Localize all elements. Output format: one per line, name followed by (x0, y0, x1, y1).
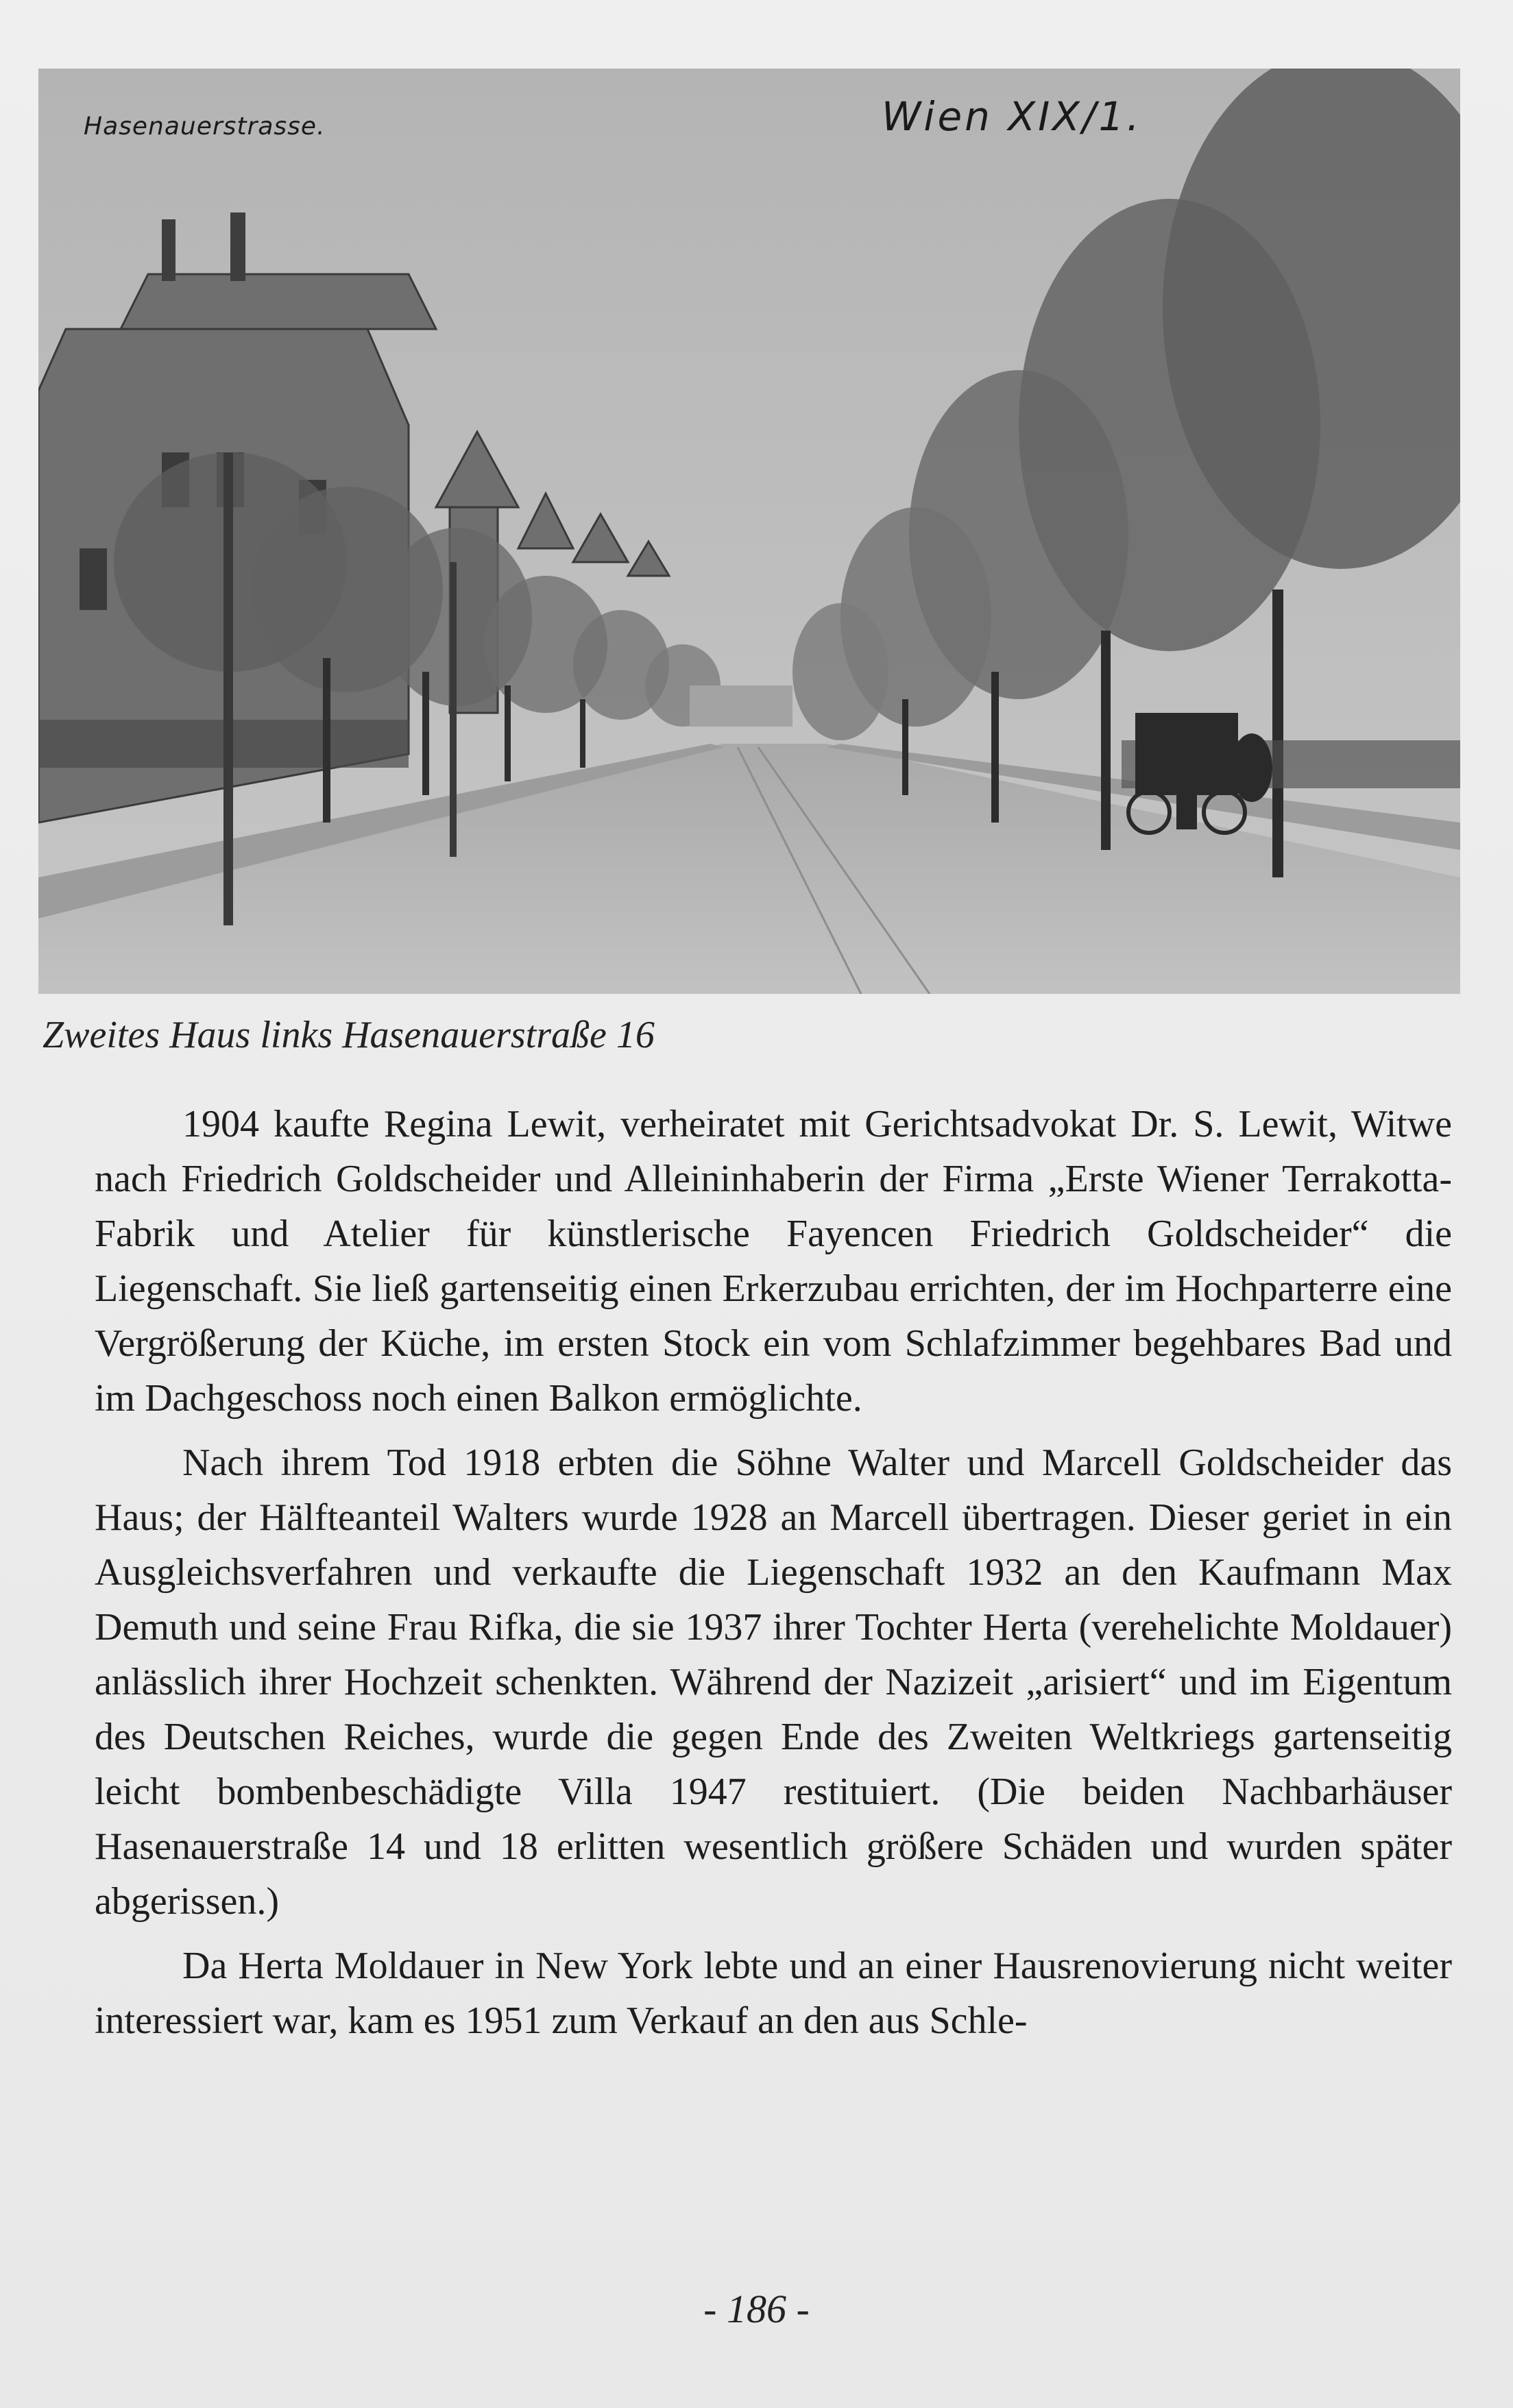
body-text (95, 1097, 1452, 2058)
page-number: - 186 - (703, 2287, 810, 2331)
paragraph: 1904 kaufte Regina Lewit, verheiratet mit Gerichtsadvokat Dr. S. Lewit, Witwe nach Friedrich Goldscheider und Alleininhaberin der Firma „Erste Wiener Terrakotta-Fabrik und Atelier für künstlerische Fayencen Friedrich Goldscheider“ die Liegenschaft. Sie ließ gartenseitig einen Erkerzubau errichten, der im Hochparterre eine Vergrößerung der Küche, im ersten Stock ein vom Schlafzimmer begehbares Bad und im Dachgeschoss noch einen Balkon ermöglichte. (95, 1103, 1452, 1420)
paragraph: Nach ihrem Tod 1918 erbten die Söhne Walter und Marcell Goldscheider das Haus; der Hälfteanteil Walters wurde 1928 an Marcell übertragen. Dieser geriet in ein Ausgleichsverfahren und verkaufte die Liegenschaft 1932 an den Kaufmann Max Demuth und seine Frau Rifka, die sie 1937 ihrer Tochter Herta (verehelichte Moldauer) anlässlich ihrer Hochzeit schenkten. Während der Nazizeit „arisiert“ und im Eigentum des Deutschen Reiches, wurde die gegen Ende des Zweiten Weltkriegs gartenseitig leicht bombenbeschädigte Villa 1947 restituiert. (Die beiden Nachbarhäuser Hasenauerstraße 14 und 18 erlitten wesentlich größere Schäden und wurden später abgerissen.) (95, 1442, 1452, 1923)
paragraph: Da Herta Moldauer in New York lebte und an einer Hausrenovierung nicht weiter interessiert war, kam es 1951 zum Verkauf an den aus Schle- (95, 1945, 1452, 2042)
photo-scene (38, 69, 1460, 994)
photo-city-label: Wien XIX/1. (882, 93, 1142, 140)
photo-street-label: Hasenauerstrasse. (84, 112, 326, 141)
photo-caption: Zweites Haus links Hasenauerstraße 16 (43, 1014, 655, 1056)
historic-street-photo (38, 69, 1460, 994)
